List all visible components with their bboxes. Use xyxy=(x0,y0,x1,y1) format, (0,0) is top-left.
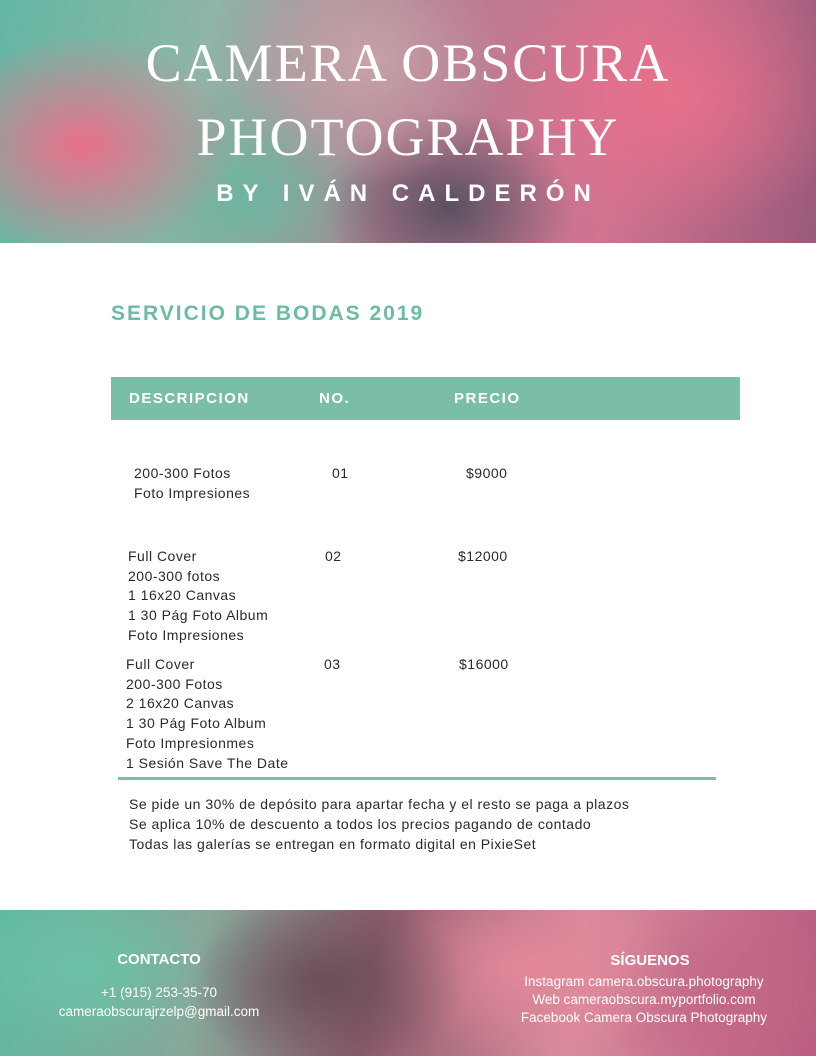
table-row-1-price: $9000 xyxy=(466,465,508,481)
table-bottom-rule xyxy=(118,777,716,780)
description-line: Full Cover xyxy=(126,656,195,672)
description-line: 1 30 Pág Foto Album xyxy=(128,607,269,624)
note-discount: Se aplica 10% de descuento a todos los precios pagando de contado xyxy=(129,816,592,832)
table-row-2-number: 02 xyxy=(325,548,342,564)
brand-title-line2: PHOTOGRAPHY xyxy=(196,107,620,167)
table-row-1-number: 01 xyxy=(332,465,349,481)
table-header xyxy=(111,377,740,420)
description-line: 2 16x20 Canvas xyxy=(126,695,235,712)
byline: BY IVÁN CALDERÓN xyxy=(216,180,600,207)
table-row-3-description xyxy=(126,655,289,773)
table-row-3-price: $16000 xyxy=(459,656,509,672)
header-price: PRECIO xyxy=(454,390,521,407)
description-line: Foto Impresiones xyxy=(128,626,245,643)
description-line: 1 30 Pág Foto Album xyxy=(126,715,267,732)
social-facebook[interactable]: Facebook Camera Obscura Photography xyxy=(520,1010,768,1025)
description-line: Foto Impresiones xyxy=(134,484,251,501)
social-heading: SÍGUENOS xyxy=(610,952,690,969)
brand-title-line1: CAMERA OBSCURA xyxy=(145,33,671,93)
description-line: 200-300 Fotos xyxy=(126,675,223,692)
contact-phone: +1 (915) 253-35-70 xyxy=(101,985,217,1000)
contact-email[interactable]: cameraobscurajrzelp@gmail.com xyxy=(58,1004,260,1019)
table-row-2-price: $12000 xyxy=(458,548,508,564)
description-line: Full Cover xyxy=(128,548,197,564)
note-delivery: Todas las galerías se entregan en formato digital en PixieSet xyxy=(129,836,537,852)
table-row-1-description xyxy=(134,464,250,503)
header-description: DESCRIPCION xyxy=(129,390,250,407)
description-line: 1 Sesión Save The Date xyxy=(126,754,289,771)
description-line: 200-300 fotos xyxy=(128,567,221,584)
description-line: Foto Impresionmes xyxy=(126,734,255,751)
section-title: SERVICIO DE BODAS 2019 xyxy=(111,302,425,325)
contact-heading: CONTACTO xyxy=(117,951,201,968)
description-line: 200-300 Fotos xyxy=(134,465,231,481)
header-number: NO. xyxy=(319,390,351,407)
note-deposit: Se pide un 30% de depósito para apartar fecha y el resto se paga a plazos xyxy=(129,796,630,812)
terms-notes xyxy=(129,794,629,854)
description-line: 1 16x20 Canvas xyxy=(128,587,237,604)
header-banner xyxy=(0,0,816,243)
social-web[interactable]: Web cameraobscura.myportfolio.com xyxy=(532,992,756,1007)
footer-banner xyxy=(0,910,816,1056)
social-instagram[interactable]: Instagram camera.obscura.photography xyxy=(524,974,764,989)
table-row-3-number: 03 xyxy=(324,656,341,672)
table-row-2-description xyxy=(128,547,268,646)
